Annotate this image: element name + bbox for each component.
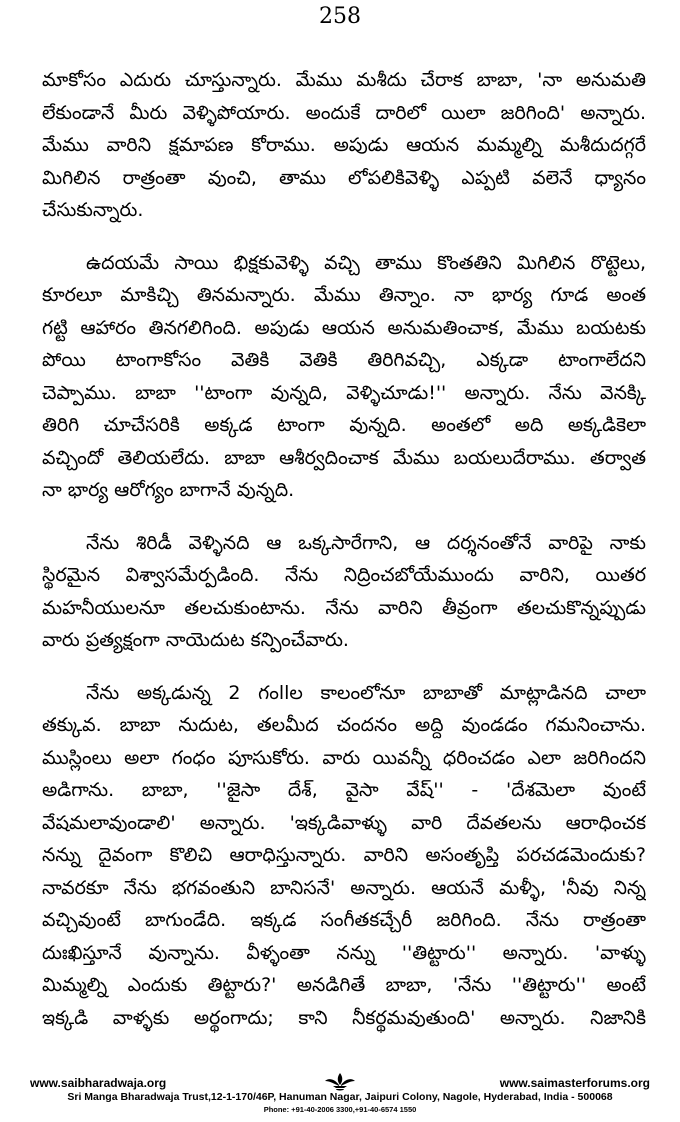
paragraph-2 xyxy=(42,247,646,507)
body-text xyxy=(42,64,646,1034)
text-line: ముస్లింలు అలా గంధం పూసుకోరు. వారు యివన్నీ ధరించడం ఎలా జరిగిందని xyxy=(42,746,646,769)
text-line: వేషమలావుండాలి' అన్నారు. 'ఇక్కడివాళ్ళు వారి దేవతలను ఆరాధించక xyxy=(42,811,646,834)
text-line: చేసుకున్నారు. xyxy=(42,199,144,221)
text-line: గట్టి ఆహారం తినగలిగింది. అపుడు ఆయన అనుమతించాక, మేము బయటకు xyxy=(42,316,646,339)
text-line: నావరకూ నేను భగవంతుని బానిసనే' అన్నారు. ఆయనే మళ్ళీ, 'నీవు నిన్న xyxy=(42,876,646,899)
text-line: అడిగాను. బాబా, ''జైసా దేశ్, వైసా వేష్'' - 'దేశమెలా వుంటే xyxy=(42,779,646,801)
trust-address: Sri Manga Bharadwaja Trust,12-1-170/46P, Hanuman Nagar, Jaipuri Colony, Nagole, Hyderabad, India - 500068 xyxy=(67,1091,613,1103)
text-line: ఉదయమే సాయి భిక్షకువెళ్ళి వచ్చి తాము కొంతతిని మిగిలిన రొట్టెలు, xyxy=(86,251,646,274)
text-line: ఇక్కడి వాళ్ళకు అర్థంగాదు; కాని నీకర్థమవుతుంది' అన్నారు. నిజానికి xyxy=(42,1006,646,1029)
text-line: లేకుండానే మీరు వెళ్ళిపోయారు. అందుకే దారిలో యిలా జరిగింది' అన్నారు. xyxy=(42,101,646,124)
text-line: మిమ్మల్ని ఎందుకు తిట్టారు?' అనడిగితే బాబా, 'నేను ''తిట్టారు'' అంటే xyxy=(42,974,646,996)
text-line: కూరలూ మాకిచ్చి తినమన్నారు. మేము తిన్నాం. నా భార్య గూడ అంత xyxy=(42,284,646,306)
text-line: వారు ప్రత్యక్షంగా నాయెదుట కన్పించేవారు. xyxy=(42,629,349,651)
paragraph-4 xyxy=(42,677,646,1035)
text-line: నా భార్య ఆరోగ్యం బాగానే వున్నది. xyxy=(42,479,295,501)
paragraph-1 xyxy=(42,64,646,227)
trust-phone: Phone: +91-40-2006 3300,+91-40-6574 1550 xyxy=(263,1105,417,1114)
text-line: నన్ను దైవంగా కొలిచి ఆరాధిస్తున్నారు. వారిని అసంతృప్తి పరచడమెందుకు? xyxy=(42,844,646,866)
text-line: మిగిలిన రాత్రంతా వుంచి, తాము లోపలికివెళ్ళి ఎప్పటి వలెనే ధ్యానం xyxy=(42,166,646,189)
page-footer xyxy=(0,1076,680,1122)
text-line: చెప్పాము. బాబా ''టాంగా వున్నది, వెళ్ళిచూడు!'' అన్నారు. నేను వెనక్కి xyxy=(42,381,646,404)
text-line: మేము వారిని క్షమాపణ కోరాము. అపుడు ఆయన మమ్మల్ని మశీదుదగ్గరే xyxy=(42,134,646,156)
text-line: వచ్చివుంటే బాగుండేది. ఇక్కడ సంగీతకచ్చేరీ జరిగింది. నేను రాత్రంతా xyxy=(42,909,646,931)
page-number: 258 xyxy=(319,4,361,29)
text-line: పోయి టాంగాకోసం వెతికి వెతికి తిరిగివచ్చి, ఎక్కడా టాంగాలేదని xyxy=(42,349,646,371)
text-line: మహనీయులనూ తలచుకుంటాను. నేను వారిని తీవ్రంగా తలచుకొన్నప్పుడు xyxy=(42,596,646,619)
website-link-left[interactable]: www.saibharadwaja.org xyxy=(30,1076,167,1090)
website-link-right[interactable]: www.saimasterforums.org xyxy=(499,1076,650,1090)
text-line: నేను అక్కడున్న 2 గంllల కాలంలోనూ బాబాతో మాట్లాడినది చాలా xyxy=(86,681,646,704)
text-line: తక్కువ. బాబా నుదుట, తలమీద చందనం అద్ది వుండడం గమనించాను. xyxy=(42,714,646,736)
paragraph-3 xyxy=(42,527,646,657)
text-line: స్థిరమైన విశ్వాసమేర్పడింది. నేను నిద్రించబోయేముందు వారిని, యితర xyxy=(42,564,646,586)
text-line: తిరిగి చూచేసరికి అక్కడ టాంగా వున్నది. అంతలో అది అక్కడికెలా xyxy=(42,414,646,436)
text-line: దుఃఖిస్తూనే వున్నాను. వీళ్ళంతా నన్ను ''తిట్టారు'' అన్నారు. 'వాళ్ళు xyxy=(42,941,646,964)
text-line: నేను శిరిడీ వెళ్ళినది ఆ ఒక్కసారేగాని, ఆ దర్శనంతోనే వారిపై నాకు xyxy=(86,531,646,554)
text-line: వచ్చిందో తెలియలేదు. బాబా ఆశీర్వదించాక మేము బయలుదేరాము. తర్వాత xyxy=(42,446,646,469)
text-line: మాకోసం ఎదురు చూస్తున్నారు. మేము మశీదు చేరాక బాబా, 'నా అనుమతి xyxy=(42,69,646,91)
